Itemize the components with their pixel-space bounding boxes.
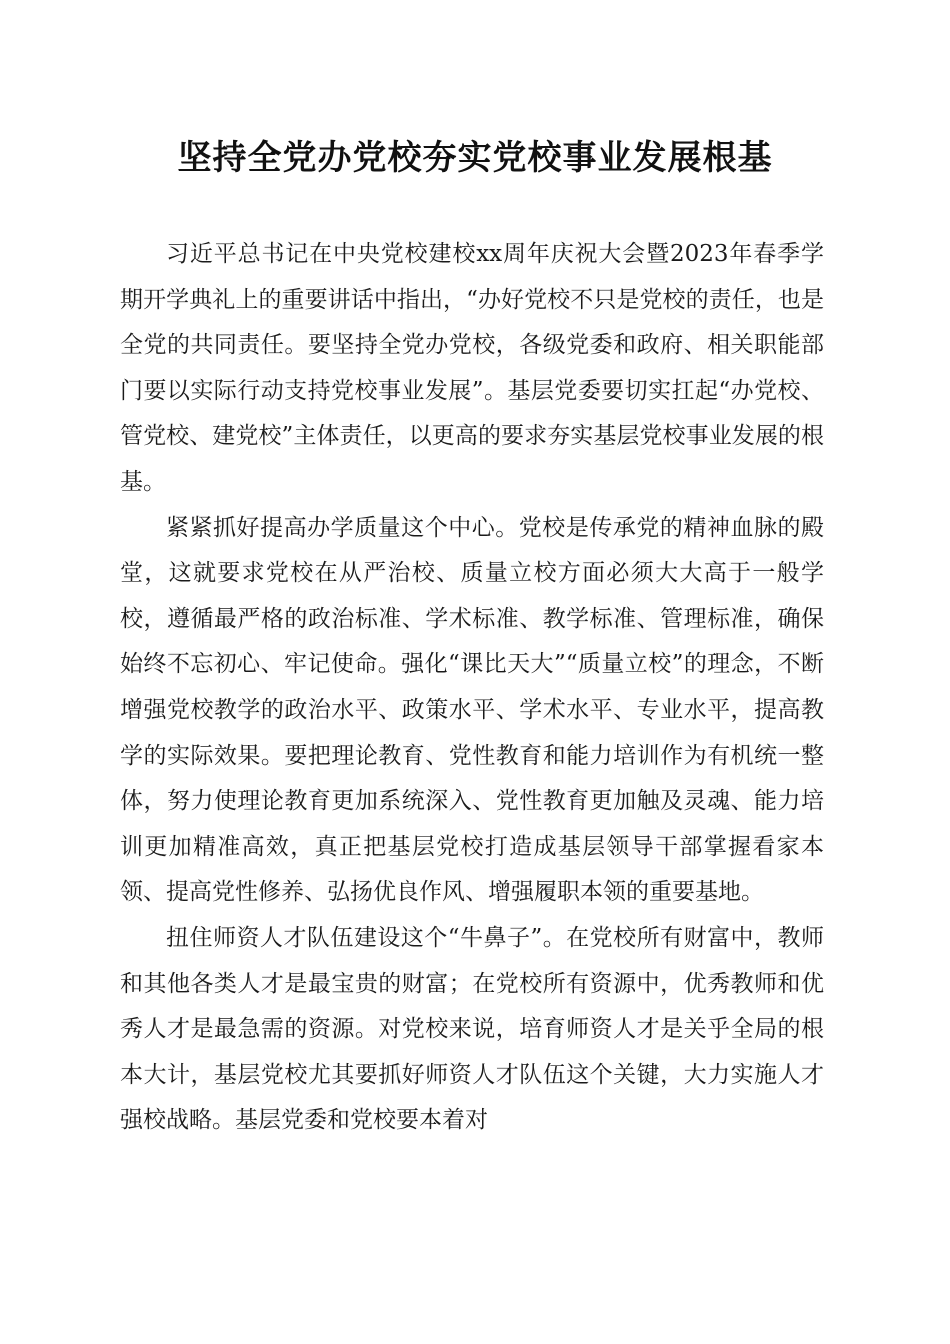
paragraph-faculty-talent: 扭住师资人才队伍建设这个“牛鼻子”。在党校所有财富中，教师和其他各类人才是最宝贵的财富；在党校所有资源中，优秀教师和优秀人才是最急需的资源。对党校来说，培育师资人才是关乎全局的根本大计，基层党校尤其要抓好师资人才队伍这个关键，大力实施人才强校战略。基层党委和党校要本着对 [120, 924, 824, 1134]
paragraph-teaching-quality: 紧紧抓好提高办学质量这个中心。党校是传承党的精神血脉的殿堂，这就要求党校在从严治校、质量立校方面必须大大高于一般学校，遵循最严格的政治标准、学术标准、教学标准、管理标准，确保始终不忘初心、牢记使命。强化“课比天大”“质量立校”的理念，不断增强党校教学的政治水平、政策水平、学术水平、专业水平，提高教学的实际效果。要把理论教育、党性教育和能力培训作为有机统一整体，努力使理论教育更加系统深入、党性教育更加触及灵魂、能力培训更加精准高效，真正把基层党校打造成基层领导干部掌握看家本领、提高党性修养、弘扬优良作风、增强履职本领的重要基地。 [120, 514, 824, 906]
paragraph-intro: 习近平总书记在中央党校建校xx周年庆祝大会暨2023年春季学期开学典礼上的重要讲话中指出，“办好党校不只是党校的责任，也是全党的共同责任。要坚持全党办党校，各级党委和政府、相关职能部门要以实际行动支持党校事业发展”。基层党委要切实扛起“办党校、管党校、建党校”主体责任，以更高的要求夯实基层党校事业发展的根基。 [120, 241, 824, 495]
document-body [120, 232, 824, 1144]
document-title: 坚持全党办党校夯实党校事业发展根基 [177, 138, 773, 178]
